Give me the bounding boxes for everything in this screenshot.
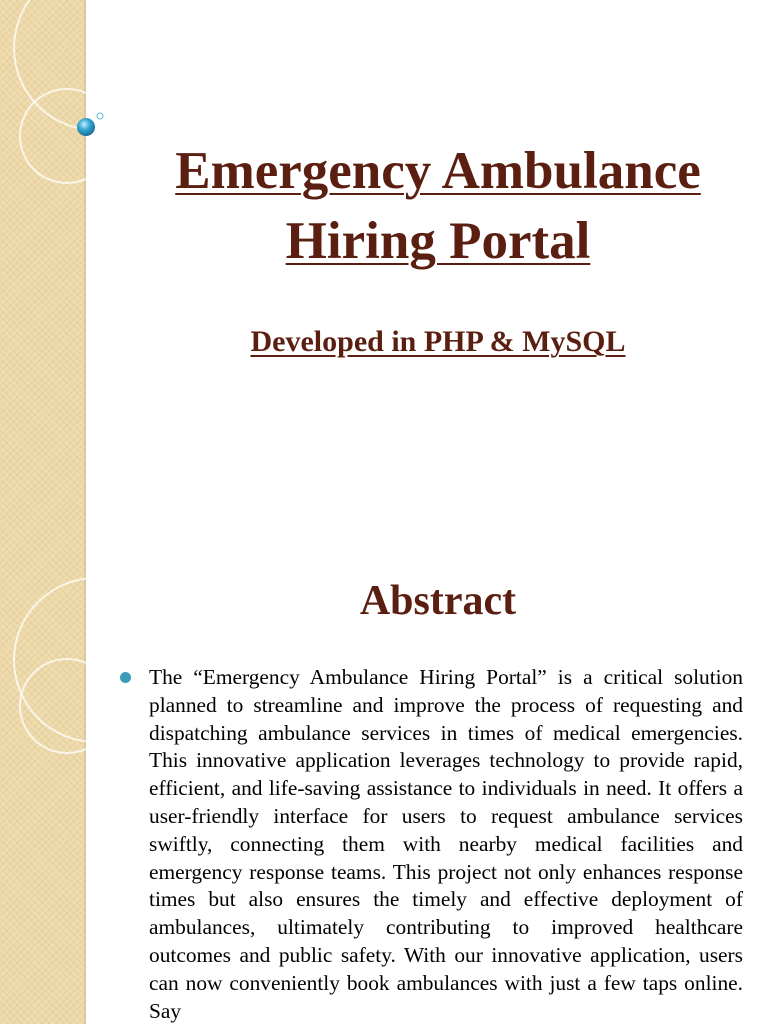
bullet-dot-icon (120, 672, 131, 683)
deco-ring-bottom-2 (20, 659, 114, 753)
section-heading: Abstract (359, 578, 517, 624)
title-line-2: Hiring Portal (285, 212, 591, 270)
blue-orb-icon (77, 118, 95, 136)
title-line-1: Emergency Ambulance (175, 142, 701, 200)
slide-subtitle: Developed in PHP & MySQL (250, 325, 626, 358)
deco-ring-top-1 (14, 0, 130, 130)
abstract-paragraph: The “Emergency Ambulance Hiring Portal” is a critical solution planned to streamline and improve the process of requesting and dispatching ambulance services in times of medical emergencies. This innovative application leverages technology to provide rapid, efficient, and life-saving assistance to individuals in need. It offers a user-friendly interface for users to request ambulance services swiftly, connecting them with nearby medical facilities and emergency response teams. This project not only enhances response times but also ensures the timely and effective deployment of ambulances, ultimately contributing to improved healthcare outcomes and public safety. With our innovative application, users can now conveniently book ambulances with just a few taps online. Say (149, 665, 743, 1023)
slide-title (120, 136, 756, 276)
decorative-circles (0, 0, 130, 1024)
small-ring-icon (97, 113, 103, 119)
deco-ring-top-2 (20, 89, 114, 183)
